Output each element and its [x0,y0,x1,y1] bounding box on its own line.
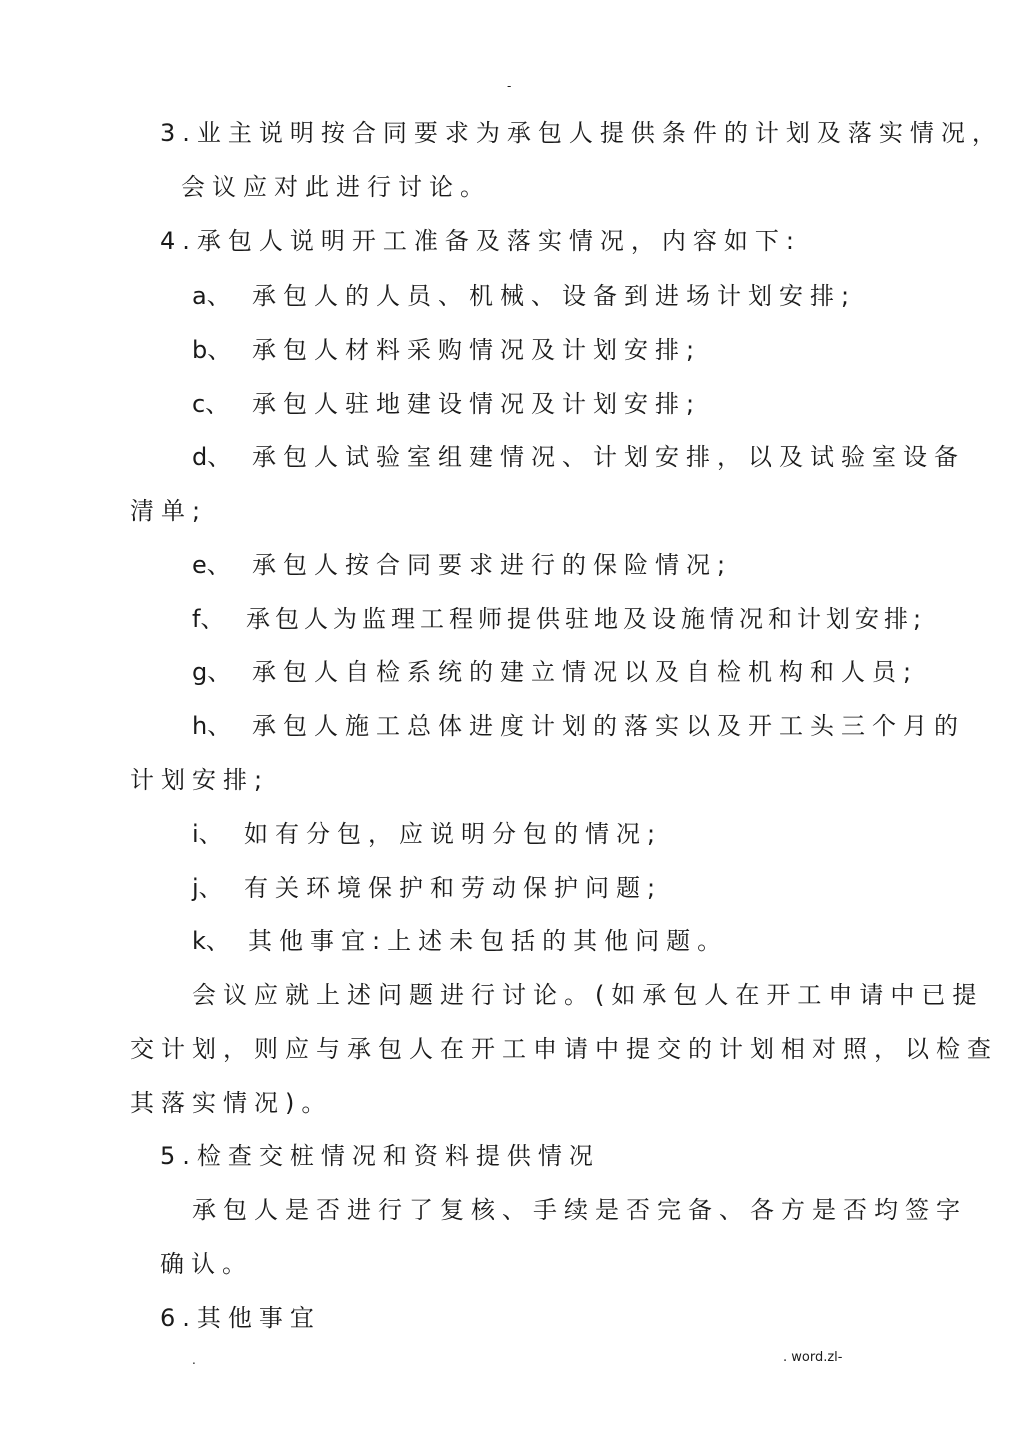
list-item-i [192,818,662,850]
list-item-f [192,603,926,635]
list-marker: a、 [192,282,231,310]
list-marker: c、 [192,390,230,418]
section-5-heading: 5.检查交桩情况和资料提供情况 [160,1142,600,1170]
list-item-d [192,441,965,473]
list-text: 承包人自检系统的建立情况以及自检机构和人员; [252,658,919,686]
list-text: 承包人材料采购情况及计划安排; [252,336,702,364]
discussion-paragraph-line-1: 会议应就上述问题进行讨论。(如承包人在开工申请中已提 [192,981,984,1009]
section-6-heading: 6.其他事宜 [160,1304,321,1332]
list-text: 承包人按合同要求进行的保险情况; [252,551,733,579]
list-text: 承包人驻地建设情况及计划安排; [252,390,702,418]
list-text: 有关环境保护和劳动保护问题; [244,874,663,902]
section-5-line-2: 确认。 [160,1250,253,1278]
list-text: 承包人为监理工程师提供驻地及设施情况和计划安排; [246,605,927,633]
list-marker: f、 [192,605,225,633]
discussion-paragraph-line-3: 其落实情况)。 [130,1089,333,1117]
list-item-j [192,872,662,904]
list-text: 承包人试验室组建情况、计划安排，以及试验室设备 [252,443,965,471]
list-marker: h、 [192,712,232,740]
list-text: 承包人施工总体进度计划的落实以及开工头三个月的 [252,712,965,740]
list-item-d-continuation: 清单; [130,497,208,525]
list-item-h-continuation: 计划安排; [130,766,270,794]
list-marker: d、 [192,443,232,471]
list-item-b [192,334,701,366]
discussion-paragraph-line-2: 交计划，则应与承包人在开工申请中提交的计划相对照，以检查 [130,1035,998,1063]
header-mark: - [507,79,512,93]
section-3-line-2: 会议应对此进行讨论。 [181,173,491,201]
footer-right-text: . word.zl- [783,1350,843,1365]
list-marker: k、 [192,927,230,955]
list-text: 其他事宜:上述未包括的其他问题。 [248,927,729,955]
list-item-e [192,549,732,581]
list-item-g [192,656,918,688]
list-marker: b、 [192,336,232,364]
list-text: 承包人的人员、机械、设备到进场计划安排; [252,282,857,310]
list-marker: g、 [192,658,232,686]
list-marker: e、 [192,551,231,579]
list-marker: j、 [192,874,223,902]
list-item-a [192,280,856,312]
list-item-c [192,388,701,420]
section-4-heading: 4.承包人说明开工准备及落实情况，内容如下: [160,227,801,255]
list-text: 如有分包，应说明分包的情况; [244,820,663,848]
footer-left-mark: . [192,1353,196,1367]
list-item-k [192,925,728,957]
section-5-line-1: 承包人是否进行了复核、手续是否完备、各方是否均签字 [192,1196,967,1224]
section-3-line-1: 3.业主说明按合同要求为承包人提供条件的计划及落实情况， [160,119,1003,147]
list-marker: i、 [192,820,223,848]
list-item-h [192,710,965,742]
